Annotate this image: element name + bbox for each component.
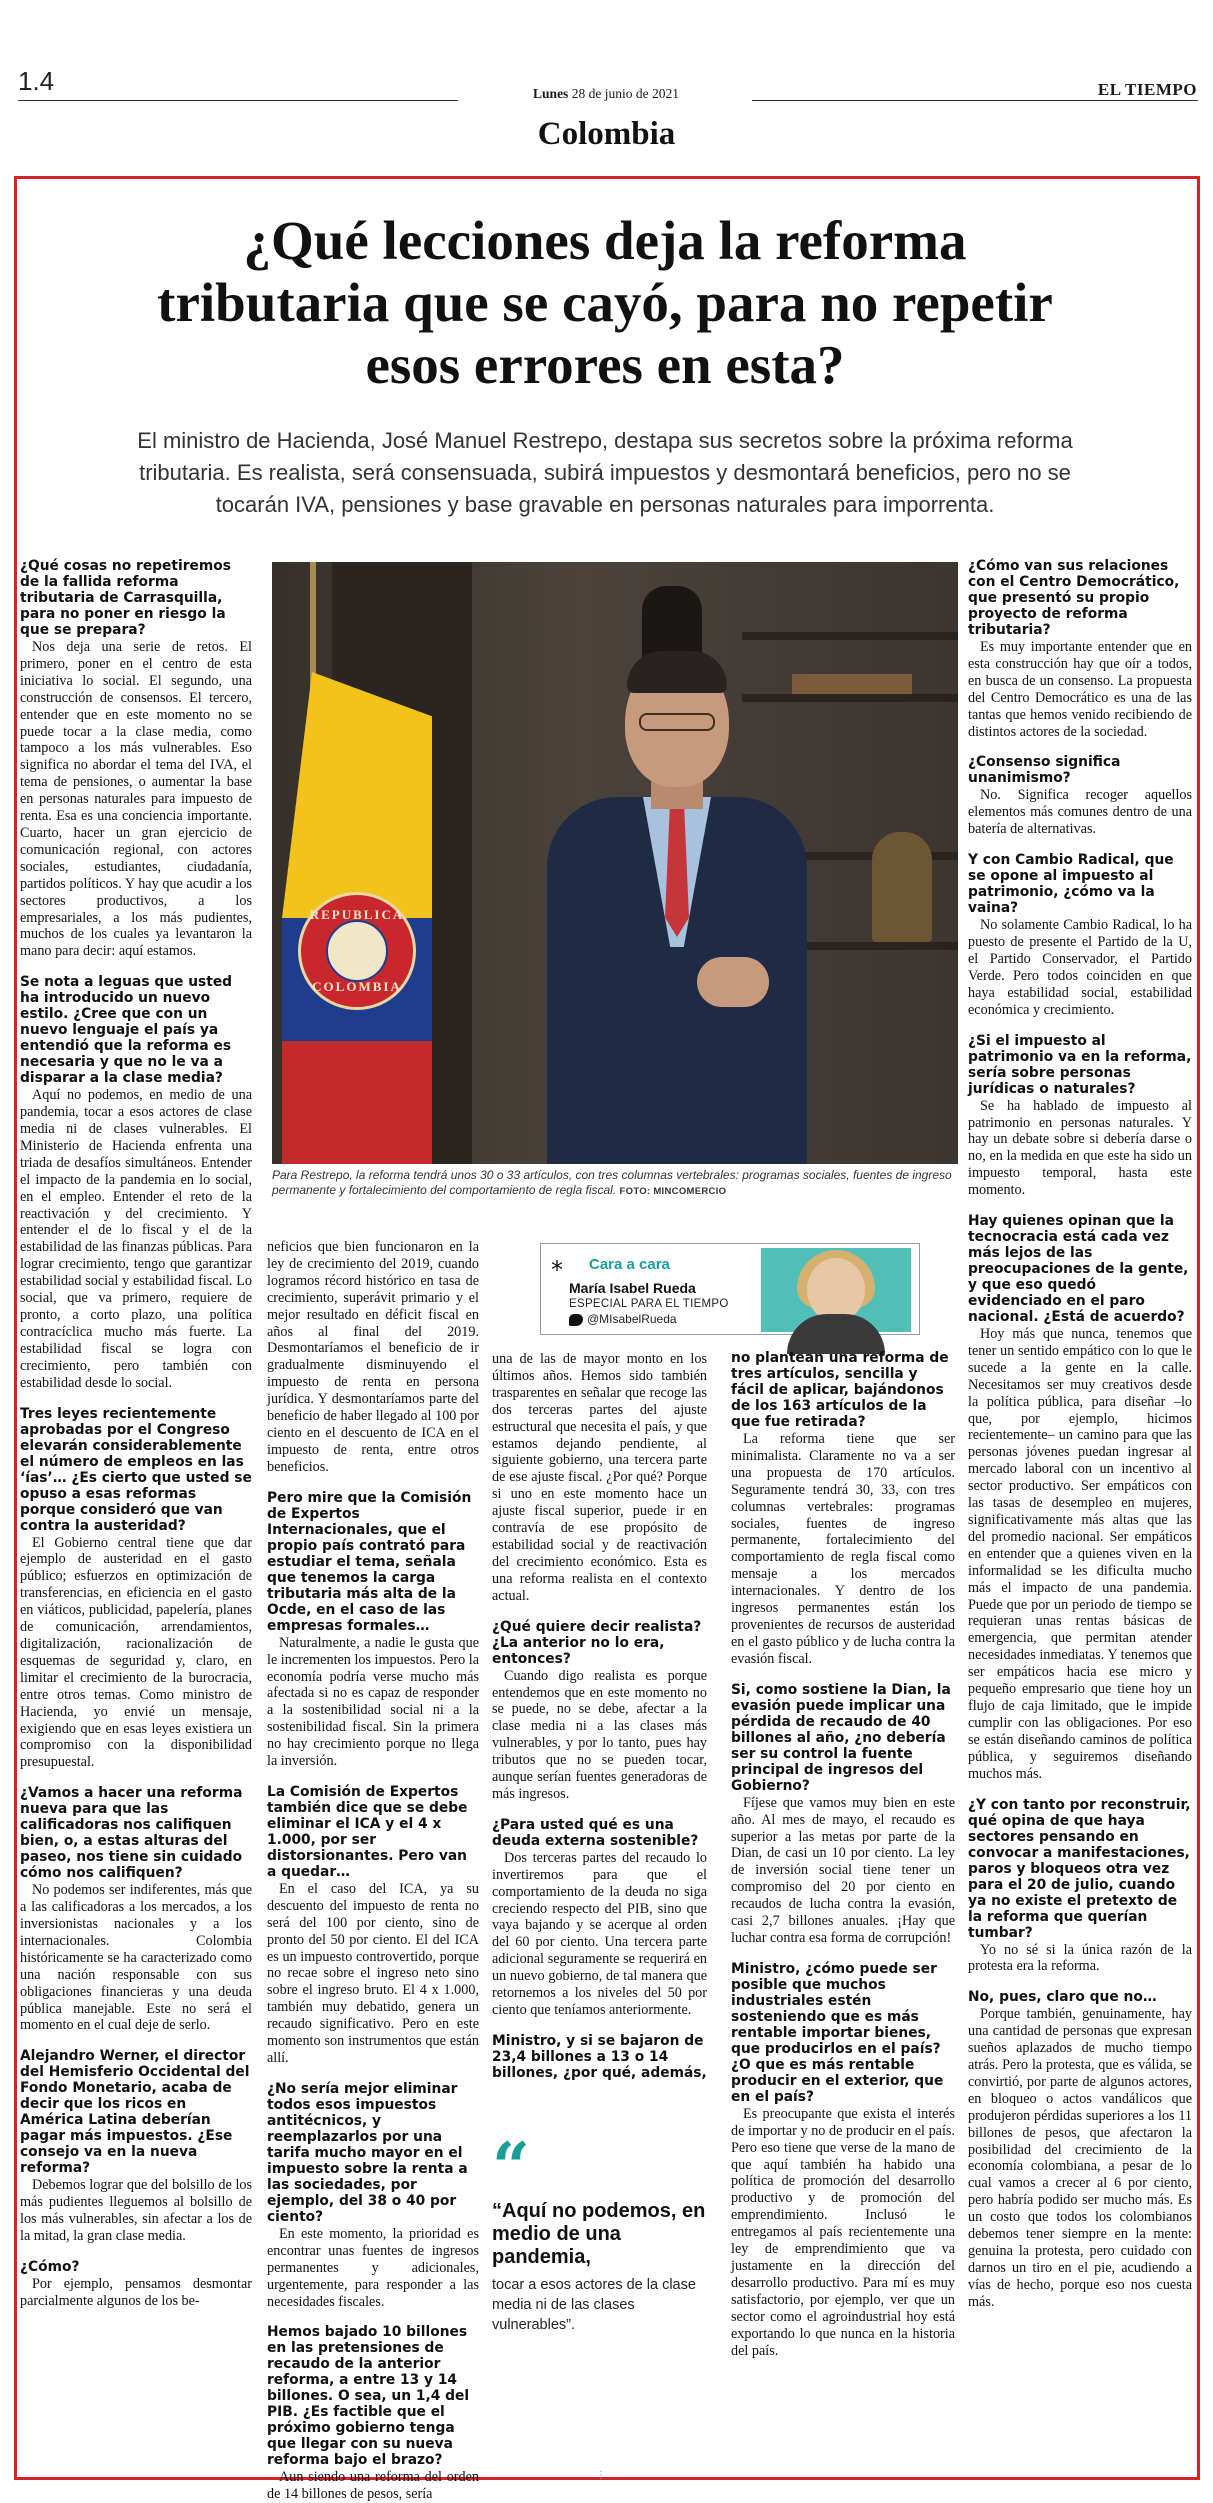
answer: Se ha hablado de impuesto al patrimonio en personas naturales. Y hay un debate sobre si debería darse o no, en la medida en que este ha sido un impuesto temporal, hasta este momento. — [968, 1097, 1192, 1199]
byline-tag: Cara a cara — [589, 1256, 670, 1273]
author-face — [807, 1258, 865, 1322]
text-column-1 — [20, 558, 252, 2470]
pull-quote-rest: tocar a esos actores de la clase media ni de las clases vulnerables”. — [492, 2277, 696, 2333]
pull-quote-lead: “Aquí no podemos, en medio de una pandemia, — [492, 2200, 706, 2268]
answer: Yo no sé si la única razón de la protesta era la reforma. — [968, 1941, 1192, 1975]
page-date — [440, 86, 772, 102]
article-deck: El ministro de Hacienda, José Manuel Restrepo, destapa sus secretos sobre la próxima reforma tributaria. Es realista, será consensuada, subirá impuestos y desmontará beneficios, pero no se tocarán IVA, pensiones y base gravable en personas naturales para imporrenta. — [137, 428, 1073, 517]
question: ¿Cómo van sus relaciones con el Centro Democrático, que presentó su propio proyecto de reforma tributaria? — [968, 558, 1180, 638]
quote-mark-icon: “ — [492, 2128, 530, 2206]
question: Alejandro Werner, el director del Hemisferio Occidental del Fondo Monetario, acaba de decir que los ricos en América Latina deberían pagar más impuestos. ¿Ese consejo va en la nueva reforma? — [20, 2048, 250, 2177]
answer: una de las de mayor monto en los últimos años. Hemos sido también trasparentes en señalar que recoge las dos terceras partes del ajuste estructural que necesita el país, y que estamos dejando pendiente, al siguiente gobierno, una tercera parte de ese ajuste fiscal. ¿Por qué? Porque si uno en este momento hace un ajuste fiscal superior, puede ir en contravía de ese propósito de estabilidad social y de reactivación del crecimiento económico. Esta es una reforma realista en el contexto actual. — [492, 1351, 707, 1604]
question: Tres leyes recientemente aprobadas por el Congreso elevarán considerablemente el número de empleos en las ‘ías’… ¿Es cierto que usted se opuso a esas reformas porque consideró que van contra la austeridad? — [20, 1405, 252, 1534]
date-day: Lunes — [533, 86, 569, 101]
minister-figure — [547, 657, 807, 1164]
flag-seal — [298, 892, 416, 1010]
glasses-icon — [639, 713, 715, 731]
question: Y con Cambio Radical, que se opone al impuesto al patrimonio, ¿cómo va la vaina? — [968, 852, 1174, 917]
photo-caption — [272, 1168, 958, 1199]
question: ¿No sería mejor eliminar todos esos impuestos antitécnicos, y reemplazarlos por una tarifa mucho mayor en el impuesto sobre la renta a las sociedades, por ejemplo, del 38 o 40 por ciento? — [267, 2080, 468, 2225]
byline-box — [540, 1243, 920, 1335]
headline: ¿Qué lecciones deja la reforma tributaria que se cayó, para no repetir esos errores en esta? — [157, 210, 1053, 395]
seal-text-bottom: DE COLOMBIA — [312, 963, 402, 994]
text-column-4 — [731, 1350, 955, 2470]
author-photo — [761, 1248, 911, 1332]
question: Ministro, ¿cómo puede ser posible que muchos industriales estén sosteniendo que es más rentable importar bienes, que producirlos en el país? ¿O que es más rentable producir en el exterior, que en el país? — [731, 1960, 944, 2105]
flag-yellow — [282, 672, 432, 918]
header-rule-right — [752, 100, 1198, 101]
colombia-flag — [282, 672, 432, 1164]
question: Ministro, y si se bajaron de 23,4 billones a 13 o 14 billones, ¿por qué, además, — [492, 2032, 707, 2081]
answer: No solamente Cambio Radical, lo ha puesto de presente el Partido de la U, el Partido Conservador, el Partido Verde. Pero todos coinciden en que haya estabilidad social, estabilidad económica y crecimiento. — [968, 917, 1192, 1018]
answer: neficios que bien funcionaron en la ley de crecimiento del 2019, cuando logramos récord histórico en tasa de crecimiento, superávit primario y el mejor resultado en déficit fiscal en años al final del 2019. Desmontaríamos el beneficio de ir gradualmente disminuyendo el impuesto de renta en persona jurídica. Y desmontaríamos parte del beneficio de haber llegado al 100 por ciento en el descuento de ICA en el impuesto de renta, entre otros beneficios. — [267, 1239, 479, 1475]
answer: Aun siendo una reforma del orden de 14 billones de pesos, sería — [267, 2469, 479, 2503]
date-rest: 28 de junio de 2021 — [571, 86, 679, 101]
author-role: ESPECIAL PARA EL TIEMPO — [569, 1298, 729, 1310]
minister-photo — [272, 562, 958, 1164]
newspaper-brand: EL TIEMPO — [1097, 80, 1197, 99]
photo-books — [792, 674, 912, 694]
photo-shelf — [742, 632, 958, 640]
answer: En el caso del ICA, ya su descuento del impuesto de renta no será del 100 por ciento, sino de pronto del 50 por ciento. El del ICA es un impuesto controvertido, porque no recae sobre el ingreso neto sino sobre el ingreso bruto. El 4 x 1.000, también muy debatido, genera un recaudo significativo. Pero en este momento son instrumentos que están allí. — [267, 1880, 479, 2066]
answer: No. Significa recoger aquellos elementos más comunes dentro de una batería de alternativas. — [968, 787, 1192, 838]
flag-red — [282, 1041, 432, 1164]
section-title: Colombia — [537, 116, 676, 152]
question: Si, como sostiene la Dian, la evasión puede implicar una pérdida de recaudo de 40 billones al año, ¿no debería ser su control la fuente principal de ingresos del Gobierno? — [731, 1681, 951, 1794]
question: no plantean una reforma de tres artículos, sencilla y fácil de aplicar, bajándonos de los 163 artículos de la que fue retirada? — [731, 1350, 949, 1430]
question: ¿Si el impuesto al patrimonio va en la reforma, sería sobre personas jurídicas o naturales? — [968, 1032, 1192, 1097]
question: Se nota a leguas que usted ha introducido un nuevo estilo. ¿Cree que con un nuevo lenguaje el país ya entendió que la reforma es necesaria y que no le va a disparar a la clase media? — [20, 974, 233, 1087]
twitter-icon — [569, 1314, 583, 1326]
answer: Es preocupante que exista el interés de importar y no de producir en el país. Pero eso tiene que verse de la mano de que aquí también ha habido una política de promoción del desarrollo productivo y de promoción del emprendimiento. Inclusó le entregamos al país recientemente una ley de emprendimiento que va justamente en la dirección del desarrollo productivo. Para mí es muy satisfactorio, por ejemplo, ver que un sector como el agroindustrial hoy está exportando lo que nunca en la historia del país. — [731, 2105, 955, 2359]
continuation-dots-icon: ⋮ — [596, 2470, 606, 2481]
question: Hay quienes opinan que la tecnocracia está cada vez más lejos de las preocupaciones de la gente, y que eso quedó evidenciado en el paro nacional. ¿Está de acuerdo? — [968, 1213, 1189, 1326]
question: ¿Para usted qué es una deuda externa sostenible? — [492, 1816, 699, 1849]
answer: Por ejemplo, pensamos desmontar parcialmente algunos de los be- — [20, 2276, 252, 2309]
answer: Dos terceras partes del recaudo lo invertiremos para que el comportamiento de la deuda no siga creciendo respecto del PIB, sino que vaya bajando y se acerque al orden del 60 por ciento. Una tercera parte adicional seguramente se requerirá en un nuevo gobierno, de tal manera que retornemos a los niveles del 50 por ciento que teníamos anteriormente. — [492, 1849, 707, 2018]
header-rule-left — [18, 100, 458, 101]
hand — [697, 957, 769, 1007]
photo-credit: FOTO: MINCOMERCIO — [619, 1186, 727, 1197]
text-column-5 — [968, 558, 1192, 2470]
author-body — [787, 1314, 885, 1354]
author-name: María Isabel Rueda — [569, 1280, 696, 1296]
answer: Es muy importante entender que en esta construcción hay que oír a todos, en busca de un consenso. La propuesta del Centro Democrático es una de las tantas que hemos venido recibiendo de distintos actores de la sociedad. — [968, 639, 1192, 740]
hair — [627, 651, 727, 693]
question: ¿Vamos a hacer una reforma nueva para que las calificadoras nos califiquen bien, o, a estas alturas del paseo, nos tiene sin cuidado cómo nos califiquen? — [20, 1785, 243, 1882]
page-number: 1.4 — [18, 66, 55, 96]
question: No, pues, claro que no… — [968, 1989, 1157, 2006]
answer: Debemos lograr que del bolsillo de los más pudientes lleguemos al bolsillo de los más vulnerables, sin afectar a los de la mitad, la gran clase media. — [20, 2177, 252, 2245]
author-handle[interactable]: @MIsabelRueda — [587, 1312, 677, 1326]
question: ¿Qué quiere decir realista? ¿La anterior no lo era, entonces? — [492, 1618, 702, 1667]
answer: Aquí no podemos, en medio de una pandemia, tocar a esos actores de clase media ni de clases vulnerables. El Ministerio de Hacienda enfrenta una triada de desafíos simultáneos. Entender el impacto de la pandemia en lo social, en el empleo. Entender el reto de la reactivación y del crecimiento. Y entender el de lo fiscal y el de la estabilidad de las finanzas públicas. Para lograr crecimiento, tengo que garantizar estabilidad social y estabilidad fiscal. Lo social, que va primero, requiere de pronto, a corto plazo, una política contracíclica mucho más fuerte. La estabilidad fiscal se logra con crecimiento, pero también con estabilidad desde lo social. — [20, 1087, 252, 1391]
answer: Naturalmente, a nadie le gusta que le incrementen los impuestos. Pero la economía podría verse mucho más afectada si no es capaz de responder a la sostenibilidad social ni a la sostenibilidad fiscal. Sin la primera no hay crecimiento porque no llega la inversión. — [267, 1634, 479, 1770]
question: Hemos bajado 10 billones en las pretensiones de recaudo de la anterior reforma, a entre 13 y 14 billones. O sea, un 1,4 del PIB. ¿Es factible que el próximo gobierno tenga que llegar con su nueva reforma bajo el brazo? — [267, 2324, 470, 2469]
answer: El Gobierno central tiene que dar ejemplo de austeridad en el gasto público; esfuerzos en optimización de transferencias, en eficiencia en el gasto en viáticos, publicidad, papelería, planes de comunicación, arrendamientos, digitalización, racionalización de esquemas de seguridad y, claro, en limitar el crecimiento de la burocracia, entre otros temas. Como ministro de Hacienda, yo envié un mensaje, exigiendo que en esas leyes existiera un compromiso con la disponibilidad presupuestal. — [20, 1534, 252, 1771]
answer: Hoy más que nunca, tenemos que tener un sentido empático con lo que le sucede a la gente en la calle. Necesitamos ser muy creativos desde la política pública, para diseñar –lo que, por ejemplo, hicimos recientemente– un camino para que las personas jóvenes puedan ingresar al mercado laboral con un incentivo al sector productivo. Ser empáticos con las tasas de desempleo en mujeres, significativamente más altas que las del promedio nacional. Ser empáticos en entender que a quienes viven en la informalidad se les dificulta mucho más el impacto de una pandemia. Puede que por un periodo de tiempo se requieran unas rentas básicas de emergencia, que permitan atender necesidades inmediatas. Y tenemos que ser empáticos hacia ese micro y pequeño empresario que tiene hoy un flujo de caja limitado, que le impide cumplir con las obligaciones. Por eso se están diseñando caminos de política pública, y seguiremos diseñando muchos más. — [968, 1326, 1192, 1782]
caption-text: Para Restrepo, la reforma tendrá unos 30 o 33 artículos, con tres columnas vertebrales: programas sociales, fuentes de ingreso permanente y fortalecimiento del comportamiento de regla fiscal. — [272, 1168, 952, 1197]
answer: La reforma tiene que ser minimalista. Claramente no va a ser una propuesta de 170 artículos. Seguramente tendrá 30, 33, con tres columnas vertebrales: programas sociales, fuentes de ingreso permanente, fortalecimiento del comportamiento de regla fiscal como mensaje a los mercados internacionales. Y dentro de los ingresos permanentes están los provenientes de recursos de austeridad en el gasto público y de lucha contra la evasión fiscal. — [731, 1431, 955, 1667]
text-column-3 — [492, 1350, 707, 2130]
question: La Comisión de Expertos también dice que se debe eliminar el ICA y el 4 x 1.000, por ser distorsionantes. Pero van a quedar… — [267, 1783, 468, 1880]
question: ¿Y con tanto por reconstruir, qué opina de que haya sectores pensando en convocar a manifestaciones, paros y bloqueos otra vez para el 20 de julio, cuando ya no existe el pretexto de la reforma que querían tumbar? — [968, 1796, 1191, 1941]
answer: Porque también, genuinamente, hay una cantidad de personas que expresan sueños aplazados de mucho tiempo atrás. Pero la protesta, que es válida, se convirtió, por parte de algunos actores, en bloqueo o actos vandálicos que produjeron pérdidas superiores a los 11 billones de pesos, que afectaron la posibilidad del crecimiento de la economía colombiana, a pesar de lo cual vamos a crecer al 6 por ciento, pero habría podido ser mucho más. Es un costo que todos los colombianos debemos tener siempre en la mente: genuina la protesta, pero cuidado con darnos un tiro en el pie, acudiendo a vías de hecho, porque eso nos cuesta más. — [968, 2006, 1192, 2310]
answer: Nos deja una serie de retos. El primero, poner en el centro de esta iniciativa lo social. El segundo, una construcción de consensos. El tercero, entender que en este momento no se puede tocar a la clase media, como tampoco a los más vulnerables. Eso significa no abordar el tema del IVA, el tema de pensiones, o aumentar la base en personas naturales para impuesto de renta. Esa es una conciencia importante. Cuarto, hacer un gran ejercicio de comunicación regional, con actores sociales, estudiantes, ciudadanía, partidos políticos. Y hay que acudir a los sectores productivos, a los empresariales, a los más pudientes, muchos de los cuales ya levantaron la mano para decir: aquí estamos. — [20, 639, 252, 960]
question: Pero mire que la Comisión de Expertos Internacionales, que el propio país contrató para estudiar el tema, señala que tenemos la carga tributaria más alta de la Ocde, en el caso de las empresas formales… — [267, 1489, 472, 1634]
question: ¿Consenso significa unanimismo? — [968, 754, 1121, 787]
star-icon: * — [551, 1256, 563, 1284]
photo-lamp — [872, 832, 932, 942]
answer: No podemos ser indiferentes, más que a las calificadoras a los mercados, a los inversionistas nacionales y a los internacionales. Colombia históricamente se ha caracterizado como una nación responsable con sus obligaciones financieras y una deuda pública manejable. Este no será el momento en el cual deje de serlo. — [20, 1882, 252, 2034]
pull-quote — [492, 2128, 707, 2335]
answer: Cuando digo realista es porque entendemos que en este momento no se puede, no se debe, afectar a la clase media ni a las clases más vulnerables, y por lo tanto, pues hay tributos que no se pueden tocar, aunque serían fuentes generadoras de más ingresos. — [492, 1667, 707, 1802]
answer: En este momento, la prioridad es encontrar unas fuentes de ingresos permanentes y adicionales, urgentemente, para responder a las necesidades fiscales. — [267, 2225, 479, 2310]
question: ¿Qué cosas no repetiremos de la fallida reforma tributaria de Carrasquilla, para no poner en riesgo la que se prepara? — [20, 558, 231, 638]
seal-text-top: REPUBLICA — [309, 907, 405, 922]
answer: Fíjese que vamos muy bien en este año. Al mes de mayo, el recaudo es superior a las metas por parte de la Dian, de casi un 10 por ciento. La ley de inversión social tiene tener un compromiso del 20 por ciento en recaudos de lucha contra la evasión, casi 2,7 billones anuales. ¡Hay que luchar contra esa forma de corrupción! — [731, 1794, 955, 1946]
text-column-2 — [267, 1238, 479, 2503]
question: ¿Cómo? — [20, 2259, 80, 2275]
